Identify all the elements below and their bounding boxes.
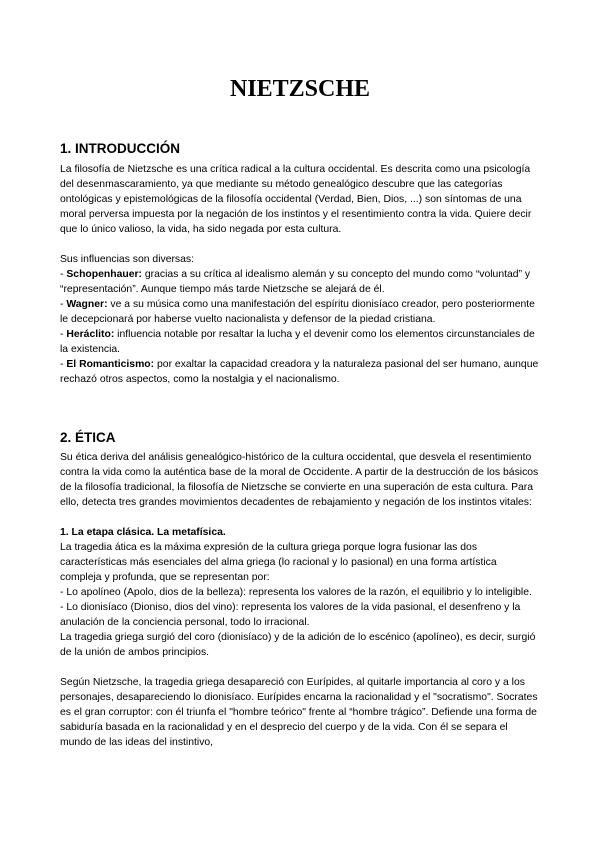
influence-item: - Heráclito: influencia notable por resaltar la lucha y el devenir como los elementos circunstanciales de la existencia.	[60, 329, 535, 355]
dionysian-item: - Lo dionisíaco (Dioniso, dios del vino): representa los valores de la vida pasional, el desenfreno y la anulación de la conciencia personal, todo lo irracional.	[60, 602, 521, 628]
section-heading-etica: 2. ÉTICA	[60, 430, 116, 445]
influence-item: - Wagner: ve a su música como una manifestación del espíritu dionisíaco creador, pero posteriormente le decepcionará por haberse vuelto nacionalista y defensor de la piedad cristiana.	[60, 299, 535, 325]
influence-item: - El Romanticismo: por exaltar la capacidad creadora y la naturaleza pasional del ser humano, aunque rechazó otros aspectos, como la nostalgia y el nacionalismo.	[60, 359, 539, 385]
influences-intro: Sus influencias son diversas:	[60, 254, 194, 265]
influence-name: Heráclito:	[66, 329, 115, 340]
intro-paragraph: La filosofía de Nietzsche es una crítica radical a la cultura occidental. Es descrita como una psicología del desenmascaramiento, ya que mediante su método genealógico descubre que las categorías ontológicas y epistemológicas de la filosofía occidental (Verdad, Bien, Dios, ...) son síntomas de una moral perversa impuesta por la negación de los instintos y el resentimiento contra la vida. Quiere decir que lo único valioso, la vida, ha sido negada por esta cultura.	[60, 164, 532, 235]
document-title: NIETZSCHE	[229, 76, 371, 102]
subsection-heading: 1. La etapa clásica. La metafísica.	[60, 527, 226, 538]
section-heading-introduccion: 1. INTRODUCCIÓN	[60, 141, 181, 156]
influence-name: Schopenhauer:	[66, 269, 142, 280]
influence-item: - Schopenhauer: gracias a su crítica al idealismo alemán y su concepto del mundo como “voluntad” y “representación”. Aunque tiempo más tarde Nietzsche se alejará de él.	[60, 269, 531, 295]
tragedy-origin-paragraph: La tragedia griega surgió del coro (dionisíaco) y de la adición de lo escénico (apolíneo), es decir, surgió de la unión de ambos principios.	[60, 632, 536, 658]
tragedy-paragraph: La tragedia ática es la máxima expresión de la cultura griega porque logra fusionar las dos características más esenciales del alma griega (lo racional y lo pasional) en una forma artística compleja y profunda, que se representan por:	[60, 542, 497, 583]
influence-name: El Romanticismo:	[66, 359, 155, 370]
euripides-paragraph: Según Nietzsche, la tragedia griega desapareció con Eurípides, al quitarle importancia al coro y a los personajes, desapareciendo lo dionisíaco. Eurípides encarna la racionalidad y el "socratismo". Socrates es el gran corruptor: con él triunfa el "hombre teórico" frente al “hombre trágico”. Defiende una forma de sabiduría basada en la racionalidad y en el desprecio del cuerpo y de la vida. Con él se separa el mundo de las ideas del instintivo,	[60, 677, 538, 748]
influence-name: Wagner:	[66, 299, 108, 310]
etica-intro-paragraph: Su ética deriva del análisis genealógico-histórico de la cultura occidental, que desvela el resentimiento contra la vida como la auténtica base de la moral de Occidente. A partir de la destrucción de los básicos de la filosofía tradicional, la filosofía de Nietzsche se convierte en una superación de esta cultura. Para ello, detecta tres grandes movimientos decadentes de rebajamiento y negación de los instintos vitales:	[60, 452, 539, 508]
section-etica-body	[60, 450, 540, 750]
apollonian-item: - Lo apolíneo (Apolo, dios de la belleza): representa los valores de la razón, el equilibrio y lo inteligible.	[60, 587, 532, 598]
section-introduccion-body	[60, 162, 540, 387]
